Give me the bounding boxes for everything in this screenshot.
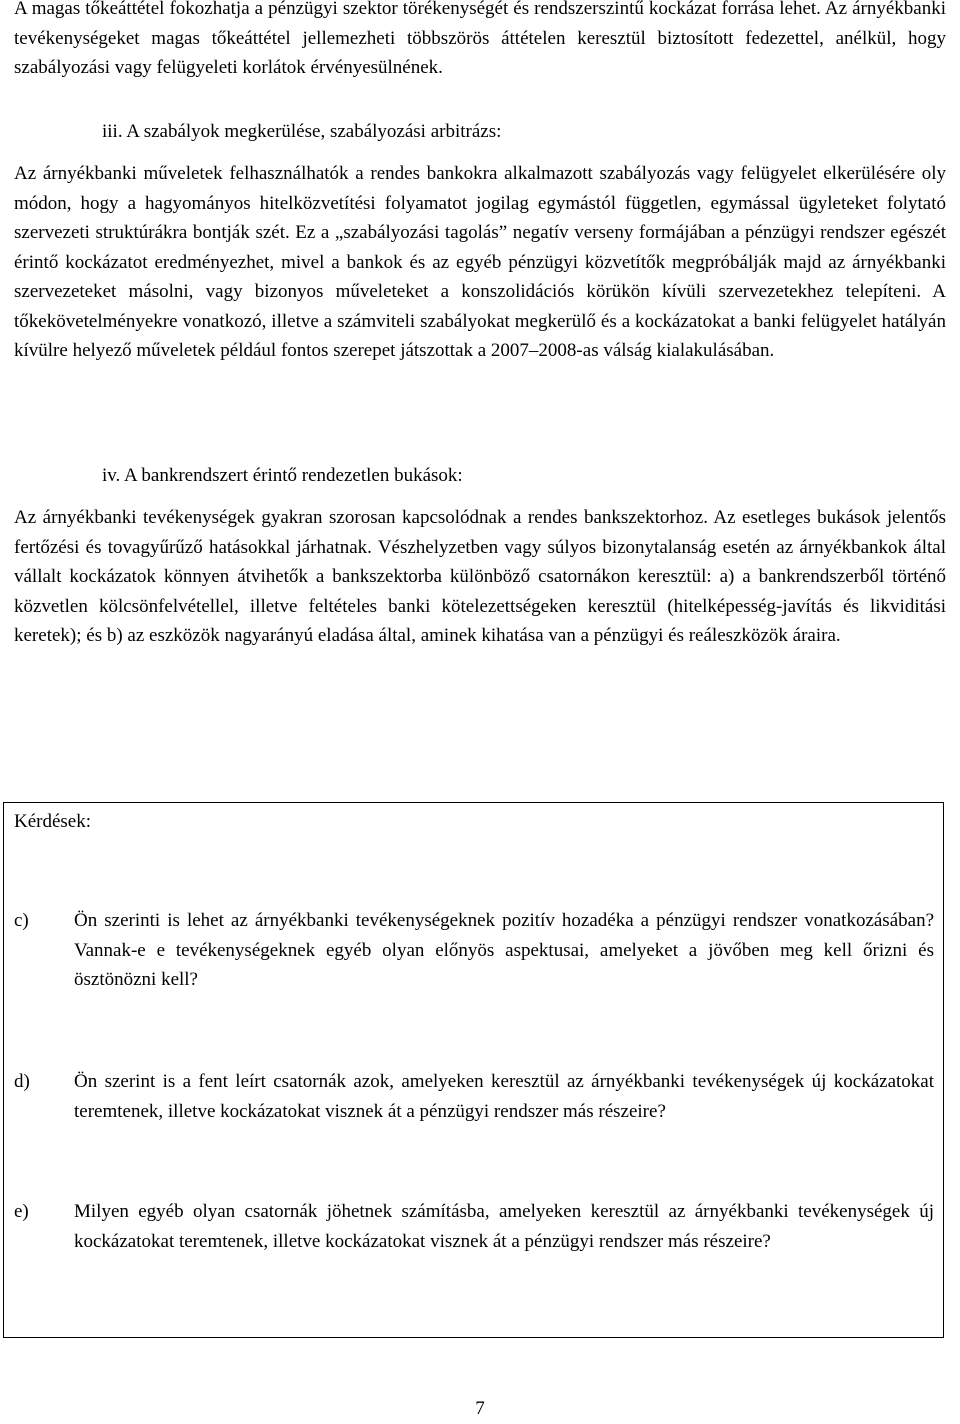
questions-box <box>3 802 944 1338</box>
question-item <box>14 906 934 995</box>
question-text: Milyen egyéb olyan csatornák jöhetnek számításba, amelyeken keresztül az árnyékbanki tevékenységek új kockázatokat teremtenek, illetve kockázatokat visznek át a pénzügyi rendszer más részeire? <box>74 1201 934 1252</box>
section-paragraph-iv: Az árnyékbanki tevékenységek gyakran szorosan kapcsolódnak a rendes bankszektorhoz. Az esetleges bukások jelentős fertőzési és tovagyűrűző hatásokkal járhatnak. Vészhelyzetben vagy súlyos bizonytalanság esetén az árnyékbankok által vállalt kockázatok könnyen átvihetők a bankszektorba különböző csatornákon keresztül: a) a bankrendszerből történő közvetlen kölcsönfelvétellel, illetve feltételes banki kötelezettségeken keresztül (hitelképesség-javítás és likviditási keretek); és b) az eszközök nagyarányú eladása által, aminek kihatása van a pénzügyi és reáleszközök áraira. <box>14 507 946 646</box>
question-label: e) <box>14 1201 29 1222</box>
section-heading-iv: iv. A bankrendszert érintő rendezetlen bukások: <box>102 465 463 486</box>
question-label: c) <box>14 910 29 931</box>
question-text: Ön szerinti is lehet az árnyékbanki tevékenységeknek pozitív hozadéka a pénzügyi rendszer vonatkozásában? Vannak-e e tevékenységeknek egyéb olyan előnyös aspektusai, amelyeket a jövőben meg kell őrizni és ösztönözni kell? <box>74 910 934 990</box>
question-item <box>14 1067 934 1126</box>
section-heading-iii: iii. A szabályok megkerülése, szabályozási arbitrázs: <box>102 121 502 142</box>
question-item <box>14 1197 934 1256</box>
intro-paragraph: A magas tőkeáttétel fokozhatja a pénzügyi szektor törékenységét és rendszerszintű kockázat forrása lehet. Az árnyékbanki tevékenységeket magas tőkeáttétel jellemezheti többszörös áttételen keresztül biztosított fedezettel, anélkül, hogy szabályozási vagy felügyeleti korlátok érvényesülnének. <box>14 0 946 78</box>
page-number: 7 <box>475 1398 485 1419</box>
section-paragraph-iii: Az árnyékbanki műveletek felhasználhatók a rendes bankokra alkalmazott szabályozás vagy felügyelet elkerülésére oly módon, hogy a hagyományos hitelközvetítési folyamatot jogilag egymástól független, egymással ügyleteket folytató szervezeti struktúrákra bontják szét. Ez a „szabályozási tagolás” negatív verseny formájában a pénzügyi rendszer egészét érintő kockázatot eredményezhet, mivel a bankok és az egyéb pénzügyi közvetítők megpróbálják majd az árnyékbanki szervezeteket másolni, vagy bizonyos műveleteket a konszolidációs körükön kívüli szervezetekhez telepíteni. A tőkekövetelményekre vonatkozó, illetve a számviteli szabályokat megkerülő és a kockázatokat a banki felügyelet hatályán kívülre helyező műveletek például fontos szerepet játszottak a 2007–2008-as válság kialakulásában. <box>14 163 946 361</box>
questions-title: Kérdések: <box>14 811 92 832</box>
question-text: Ön szerint is a fent leírt csatornák azok, amelyeken keresztül az árnyékbanki tevékenységek új kockázatokat teremtenek, illetve kockázatokat visznek át a pénzügyi rendszer más részeire? <box>74 1071 934 1122</box>
question-label: d) <box>14 1071 30 1092</box>
